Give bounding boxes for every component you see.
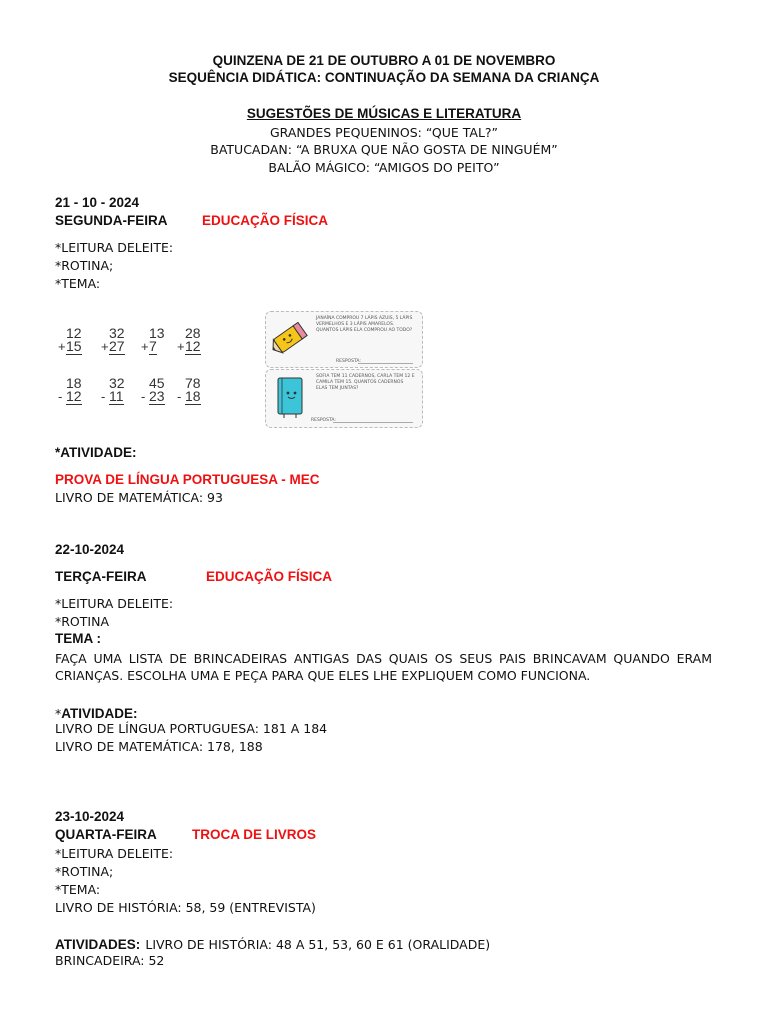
day1-highlight: EDUCAÇÃO FÍSICA xyxy=(202,213,329,228)
song-2: BATUCADAN: “A BRUXA QUE NÃO GOSTA DE NINGUÉM” xyxy=(210,142,558,157)
day1-activity-text: LIVRO DE MATEMÁTICA: 93 xyxy=(55,490,223,505)
day3-activities-line xyxy=(55,934,490,953)
day3-history: LIVRO DE HISTÓRIA: 58, 59 (ENTREVISTA) xyxy=(55,900,316,915)
day2-activity-2: LIVRO DE MATEMÁTICA: 178, 188 xyxy=(55,739,263,754)
day3-item-2: *ROTINA; xyxy=(55,864,114,879)
day2-tema-text: FAÇA UMA LISTA DE BRINCADEIRAS ANTIGAS DAS QUAIS OS SEUS PAIS BRINCAVAM QUANDO ERAM CRIANÇAS. ESCOLHA UMA E PEÇA PARA QUE ELES LHE EXPLIQUEM COMO FUNCIONA. xyxy=(55,651,712,683)
day2-highlight: EDUCAÇÃO FÍSICA xyxy=(206,569,333,584)
day2-activity-star: * xyxy=(55,706,62,721)
pencil-icon xyxy=(270,318,310,360)
operation: - 32 11 xyxy=(101,375,125,404)
suggestions-title: SUGESTÕES DE MÚSICAS E LITERATURA xyxy=(246,106,522,121)
day1-activity-label: *ATIVIDADE: xyxy=(55,445,137,460)
operation: + 12 15 xyxy=(58,325,82,354)
day2-tema-label: TEMA : xyxy=(55,631,101,646)
day2-item-1: *LEITURA DELEITE: xyxy=(55,596,174,611)
day3-play: BRINCADEIRA: 52 xyxy=(55,953,165,968)
day2-activity-1: LIVRO DE LÍNGUA PORTUGUESA: 181 A 184 xyxy=(55,721,328,736)
day1-item-1: *LEITURA DELEITE: xyxy=(55,240,174,255)
problem-card-2 xyxy=(265,369,423,428)
operation: + 13 7 xyxy=(141,325,165,354)
notebook-icon xyxy=(274,376,306,420)
song-1: GRANDES PEQUENINOS: “QUE TAL?” xyxy=(269,125,499,140)
card-question: SOFIA TEM 11 CADERNOS, CARLA TEM 12 E CAMILA TEM 15. QUANTOS CADERNOS ELAS TEM JUNTAS? xyxy=(316,374,415,391)
card-answer-label: RESPOSTA: xyxy=(311,418,336,423)
day2-activity-heading xyxy=(55,703,138,722)
day3-highlight: TROCA DE LIVROS xyxy=(192,827,317,842)
card-question: JANAÍNA COMPROU 7 LÁPIS AZUIS, 5 LÁPIS VERMELHOS E 3 LÁPIS AMARELOS. QUANTOS LÁPIS ELA COMPROU AO TODO? xyxy=(316,316,413,333)
day3-activities-text: LIVRO DE HISTÓRIA: 48 A 51, 53, 60 E 61 (ORALIDADE) xyxy=(145,937,491,952)
operation: - 78 18 xyxy=(177,375,201,404)
day1-weekday: SEGUNDA-FEIRA xyxy=(55,213,168,228)
day2-activity-label: ATIVIDADE: xyxy=(61,706,138,721)
day1-item-3: *TEMA: xyxy=(55,276,101,291)
operation: + 32 27 xyxy=(101,325,125,354)
day3-weekday: QUARTA-FEIRA xyxy=(55,827,157,842)
song-3: BALÃO MÁGICO: “AMIGOS DO PEITO” xyxy=(268,160,500,175)
operation: - 45 23 xyxy=(141,375,165,404)
day3-activities-label: ATIVIDADES: xyxy=(55,937,141,952)
day3-item-1: *LEITURA DELEITE: xyxy=(55,846,174,861)
day1-date: 21 - 10 - 2024 xyxy=(55,195,140,210)
page-title-line2: SEQUÊNCIA DIDÁTICA: CONTINUAÇÃO DA SEMANA DA CRIANÇA xyxy=(168,70,600,85)
operations-image xyxy=(55,320,215,410)
day2-weekday: TERÇA-FEIRA xyxy=(55,569,147,584)
operation: - 18 12 xyxy=(58,375,82,404)
day3-item-3: *TEMA: xyxy=(55,882,101,897)
day2-date: 22-10-2024 xyxy=(55,542,125,557)
problem-card-1 xyxy=(265,311,423,368)
operation: + 28 12 xyxy=(177,325,201,354)
day1-item-2: *ROTINA; xyxy=(55,258,114,273)
day1-activity-red: PROVA DE LÍNGUA PORTUGUESA - MEC xyxy=(55,472,320,487)
card-answer-label: RESPOSTA: xyxy=(336,359,361,364)
page-title-line1: QUINZENA DE 21 DE OUTUBRO A 01 DE NOVEMBRO xyxy=(212,53,556,68)
day3-date: 23-10-2024 xyxy=(55,809,125,824)
answer-line xyxy=(333,422,413,423)
answer-line xyxy=(358,363,413,364)
day2-item-2: *ROTINA xyxy=(55,614,109,629)
